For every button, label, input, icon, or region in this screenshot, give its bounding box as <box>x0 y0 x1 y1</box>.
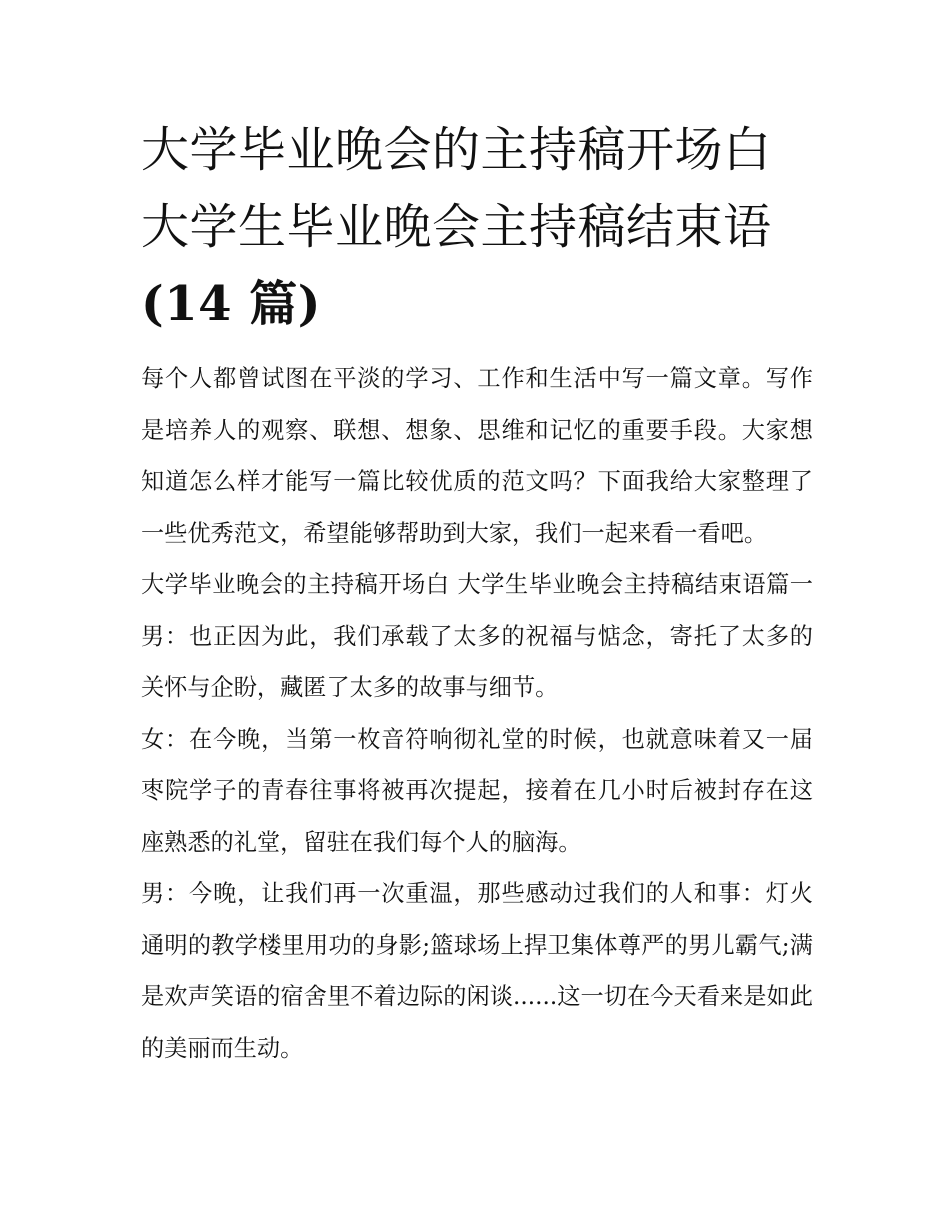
body-paragraph: 大学毕业晚会的主持稿开场白 大学生毕业晚会主持稿结束语篇一 男：也正因为此，我们承载了太多的祝福与惦念，寄托了太多的关怀与企盼，藏匿了太多的故事与细节。 <box>141 571 813 701</box>
document-page <box>141 112 813 1074</box>
body-paragraph: 男：今晚，让我们再一次重温，那些感动过我们的人和事：灯火通明的教学楼里用功的身影;篮球场上捍卫集体尊严的男儿霸气;满是欢声笑语的宿舍里不着边际的闲谈......这一切在今天看来是如此的美丽而生动。 <box>141 880 813 1062</box>
document-title <box>141 112 813 343</box>
intro-paragraph: 每个人都曾试图在平淡的学习、工作和生活中写一篇文章。写作是培养人的观察、联想、想象、思维和记忆的重要手段。大家想知道怎么样才能写一篇比较优质的范文吗？下面我给大家整理了一些优秀范文，希望能够帮助到大家，我们一起来看一看吧。 <box>141 365 813 547</box>
title-article-count: (14 篇) <box>141 276 321 332</box>
body-paragraph: 女：在今晚，当第一枚音符响彻礼堂的时候，也就意味着又一届枣院学子的青春往事将被再次提起，接着在几小时后被封存在这座熟悉的礼堂，留驻在我们每个人的脑海。 <box>141 725 813 856</box>
title-line-1: 大学毕业晚会的主持稿开场白 <box>141 122 772 178</box>
title-line-2: 大学生毕业晚会主持稿结束语 <box>141 199 772 255</box>
